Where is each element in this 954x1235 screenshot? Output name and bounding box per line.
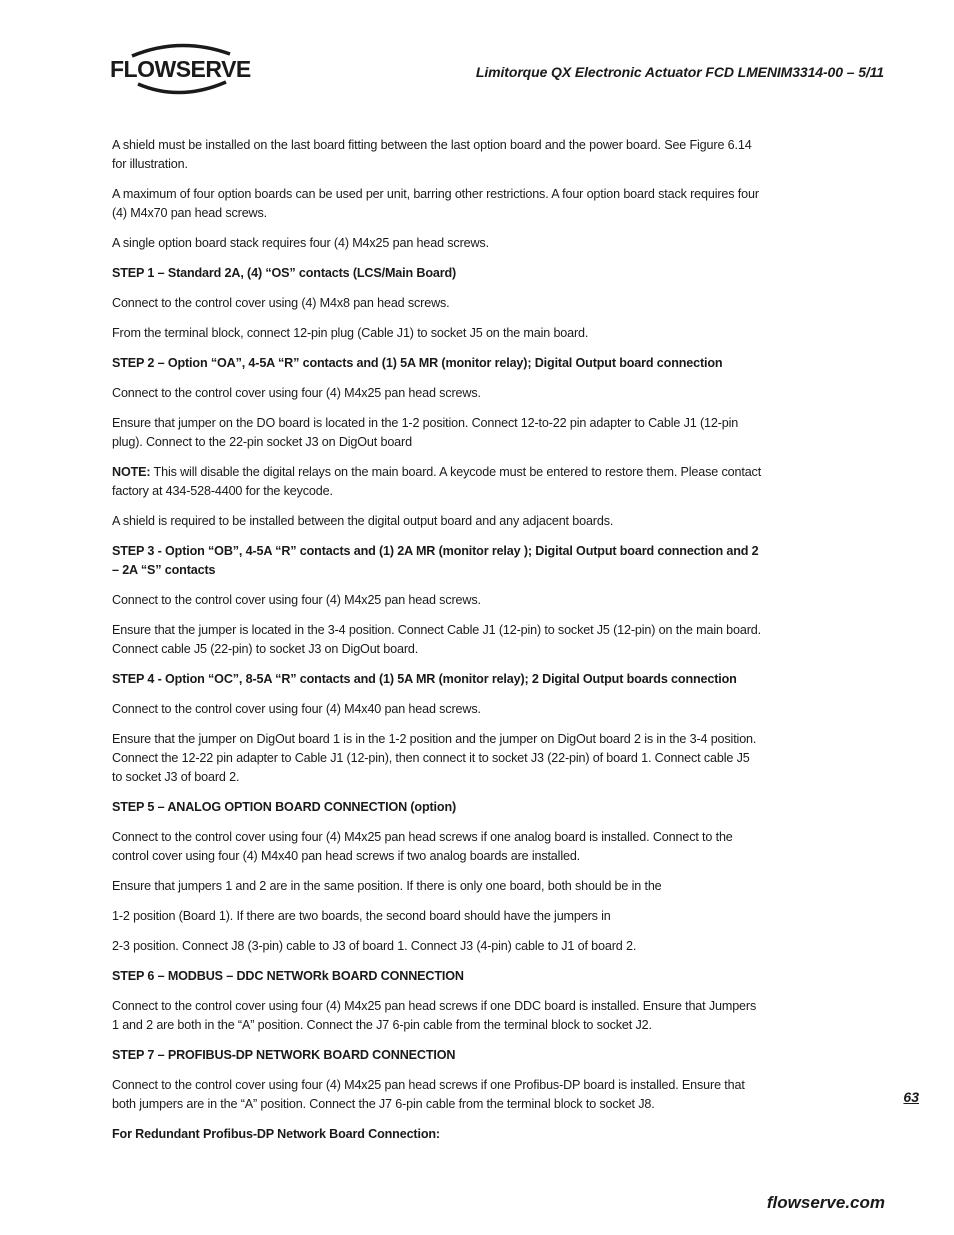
step-heading: STEP 2 – Option “OA”, 4-5A “R” contacts and (1) 5A MR (monitor relay); Digital Output board connection [112, 356, 723, 370]
body-paragraph: A shield is required to be installed between the digital output board and any adjacent boards. [112, 514, 614, 528]
step-heading: STEP 6 – MODBUS – DDC NETWORk BOARD CONNECTION [112, 969, 464, 983]
body-paragraph: Connect to the control cover using four (4) M4x25 pan head screws if one Profibus-DP board is installed. Ensure that both jumpers are in the “A” position. Connect the J7 6-pin cable from the terminal block to socket J8. [112, 1078, 745, 1111]
body-paragraph: Connect to the control cover using (4) M4x8 pan head screws. [112, 296, 450, 310]
body-paragraph: Ensure that jumpers 1 and 2 are in the same position. If there is only one board, both should be in the [112, 879, 662, 893]
note-text: This will disable the digital relays on the main board. A keycode must be entered to restore them. Please contact factory at 434-528-4400 for the keycode. [112, 465, 762, 498]
body-paragraph: Ensure that jumper on the DO board is located in the 1-2 position. Connect 12-to-22 pin adapter to Cable J1 (12-pin plug). Connect to the 22-pin socket J3 on DigOut board [112, 416, 739, 449]
body-paragraph: Connect to the control cover using four (4) M4x25 pan head screws. [112, 386, 481, 400]
note-label: NOTE: [112, 465, 151, 479]
body-paragraph: Connect to the control cover using four (4) M4x40 pan head screws. [112, 702, 481, 716]
body-paragraph: Connect to the control cover using four (4) M4x25 pan head screws if one DDC board is installed. Ensure that Jumpers 1 and 2 are both in the “A” position. Connect the J7 6-pin cable from the terminal block to socket J2. [112, 999, 757, 1032]
step-heading: STEP 5 – ANALOG OPTION BOARD CONNECTION (option) [112, 800, 457, 814]
body-paragraph: Ensure that the jumper is located in the 3-4 position. Connect Cable J1 (12-pin) to socket J5 (12-pin) on the main board. Connect cable J5 (22-pin) to socket J3 on DigOut board. [112, 623, 761, 656]
body-paragraph: A maximum of four option boards can be used per unit, barring other restrictions. A four option board stack requires four (4) M4x70 pan head screws. [112, 187, 759, 220]
step-heading: STEP 4 - Option “OC”, 8-5A “R” contacts and (1) 5A MR (monitor relay); 2 Digital Output boards connection [112, 672, 737, 686]
body-paragraph: From the terminal block, connect 12-pin plug (Cable J1) to socket J5 on the main board. [112, 326, 589, 340]
step-heading: For Redundant Profibus-DP Network Board Connection: [112, 1127, 440, 1141]
body-paragraph: Ensure that the jumper on DigOut board 1 is in the 1-2 position and the jumper on DigOut board 2 is in the 3-4 position. Connect the 12-22 pin adapter to Cable J1 (12-pin), then connect it to socket J3 (22-pin) of board 1. Connect cable J5 to socket J3 of board 2. [112, 732, 757, 784]
document-header-title: Limitorque QX Electronic Actuator FCD LMENIM3314-00 – 5/11 [475, 64, 884, 80]
note-paragraph [112, 463, 762, 501]
body-paragraph: Connect to the control cover using four (4) M4x25 pan head screws. [112, 593, 481, 607]
body-paragraph: 1-2 position (Board 1). If there are two boards, the second board should have the jumpers in [112, 909, 611, 923]
document-body [112, 136, 762, 1155]
flowserve-logo [110, 42, 250, 98]
footer-url: flowserve.com [766, 1193, 885, 1212]
page-number: 63 [903, 1089, 919, 1105]
body-paragraph: 2-3 position. Connect J8 (3-pin) cable to J3 of board 1. Connect J3 (4-pin) cable to J1 of board 2. [112, 939, 637, 953]
logo-wordmark: FLOWSERVE [110, 56, 251, 82]
step-heading: STEP 7 – PROFIBUS-DP NETWORK BOARD CONNECTION [112, 1048, 456, 1062]
body-paragraph: A shield must be installed on the last board fitting between the last option board and the power board. See Figure 6.14 for illustration. [112, 138, 752, 171]
body-paragraph: A single option board stack requires four (4) M4x25 pan head screws. [112, 236, 489, 250]
step-heading: STEP 3 - Option “OB”, 4-5A “R” contacts and (1) 2A MR (monitor relay ); Digital Output board connection and 2 – 2A “S” contacts [112, 544, 759, 577]
body-paragraph: Connect to the control cover using four (4) M4x25 pan head screws if one analog board is installed. Connect to the control cover using four (4) M4x40 pan head screws if two analog boards are installed. [112, 830, 733, 863]
step-heading: STEP 1 – Standard 2A, (4) “OS” contacts (LCS/Main Board) [112, 266, 457, 280]
